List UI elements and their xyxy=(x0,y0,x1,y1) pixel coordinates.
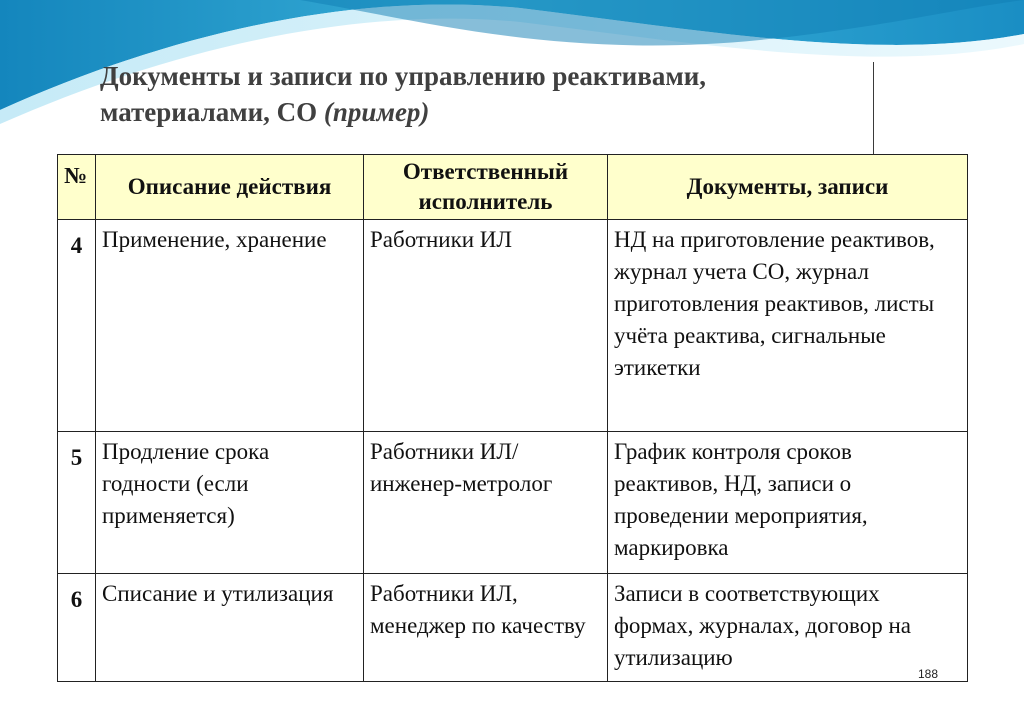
header-description: Описание действия xyxy=(96,155,364,220)
row-documents: График контроля сроков реактивов, НД, записи о проведении мероприятия, маркировка xyxy=(608,432,968,574)
row-description: Продление срока годности (если применяется) xyxy=(96,432,364,574)
header-documents: Документы, записи xyxy=(608,155,968,220)
row-num: 6 xyxy=(58,574,96,682)
row-documents: НД на приготовление реактивов, журнал учета СО, журнал приготовления реактивов, листы учёта реактива, сигнальные этикетки xyxy=(608,220,968,432)
slide-title xyxy=(100,58,870,130)
table-row xyxy=(58,432,968,574)
row-responsible: Работники ИЛ, менеджер по качеству xyxy=(364,574,608,682)
table-row xyxy=(58,574,968,682)
title-italic-note: (пример) xyxy=(323,97,430,127)
row-description: Применение, хранение xyxy=(96,220,364,432)
title-line-1: Документы и записи по управлению реактивами, xyxy=(100,61,707,91)
row-responsible: Работники ИЛ/инженер-метролог xyxy=(364,432,608,574)
table-header-row xyxy=(58,155,968,220)
title-divider-line xyxy=(873,62,874,154)
header-num: № xyxy=(58,155,96,220)
header-responsible: Ответственный исполнитель xyxy=(364,155,608,220)
row-responsible: Работники ИЛ xyxy=(364,220,608,432)
title-line-2 xyxy=(100,94,870,130)
row-documents: Записи в соответствующих формах, журналах, договор на утилизацию xyxy=(608,574,968,682)
page-number: 188 xyxy=(918,667,939,681)
row-num: 4 xyxy=(58,220,96,432)
table-row xyxy=(58,220,968,432)
row-description: Списание и утилизация xyxy=(96,574,364,682)
row-num: 5 xyxy=(58,432,96,574)
documents-table xyxy=(57,154,968,682)
title-line-2-text: материалами, СО xyxy=(100,97,318,127)
